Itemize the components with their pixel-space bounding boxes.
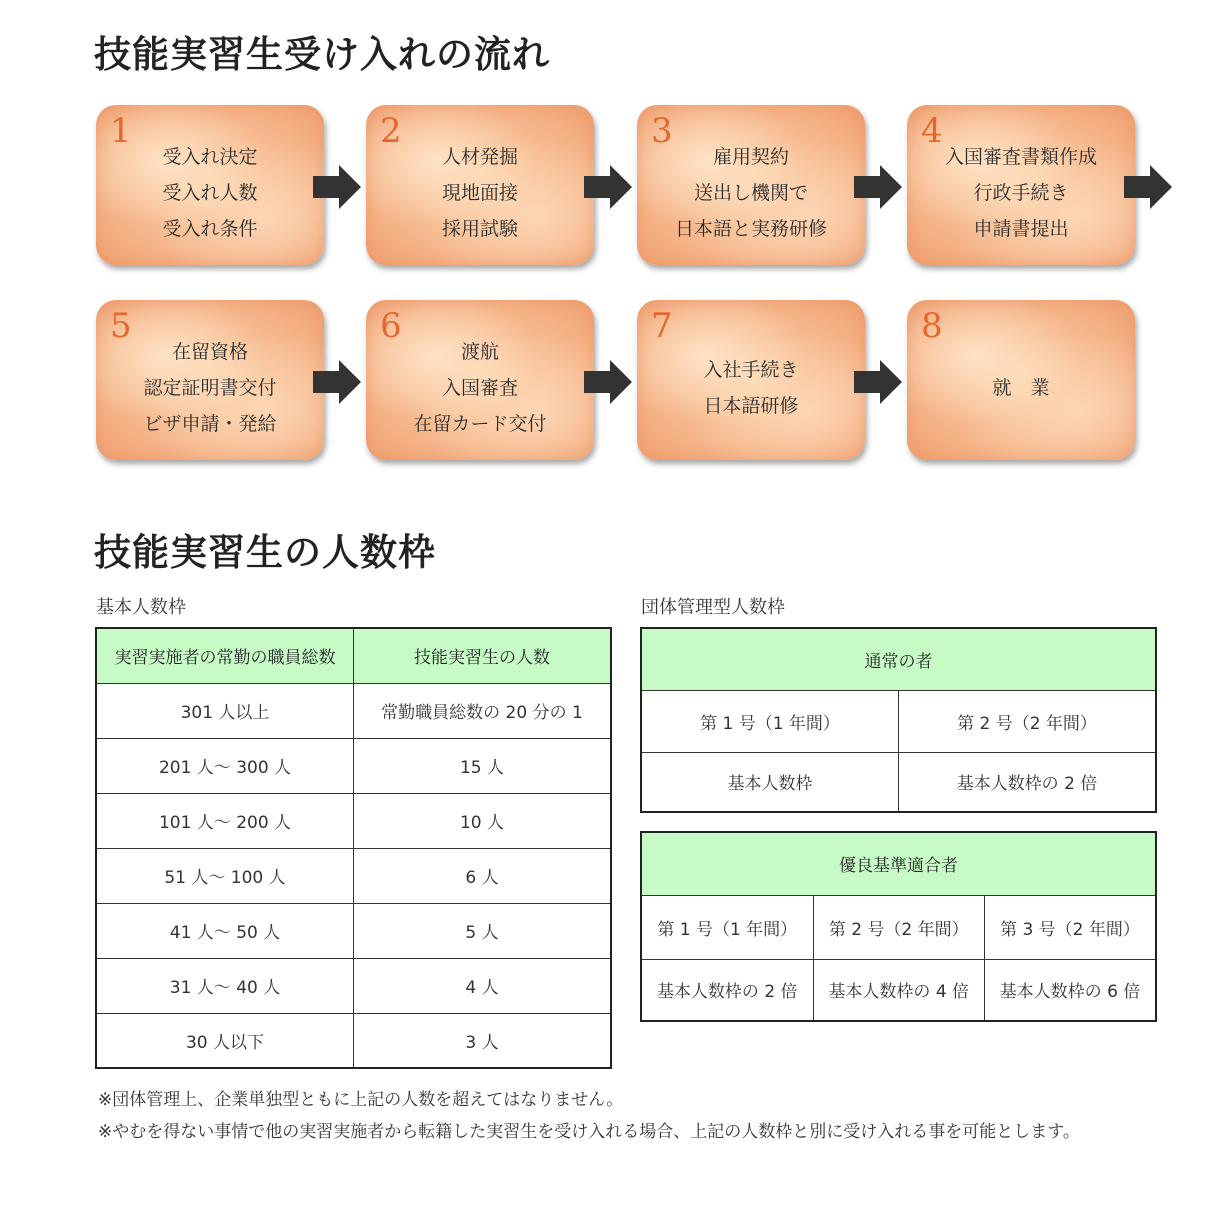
table-cell: 10 人 (354, 793, 612, 848)
flow-step-5 (96, 300, 324, 460)
table-cell: 基本人数枠の 2 倍 (641, 959, 813, 1021)
right-arrow-icon (584, 360, 632, 404)
right-arrow-icon (313, 360, 361, 404)
table-cell: 4 人 (354, 958, 612, 1013)
step-line: 入社手続き (703, 359, 799, 381)
step-line: 申請書提出 (973, 218, 1069, 240)
table-header-row (641, 832, 1156, 895)
table-header-cell: 通常の者 (641, 628, 1156, 690)
step-number: 4 (921, 111, 943, 151)
step-number: 1 (110, 111, 132, 151)
table-cell: 第 3 号（2 年間） (984, 895, 1156, 959)
table-cell: 常勤職員総数の 20 分の 1 (354, 683, 612, 738)
step-number: 3 (651, 111, 673, 151)
table-cell: 51 人～ 100 人 (96, 848, 354, 903)
flow-step-6 (366, 300, 594, 460)
table-row (641, 895, 1156, 959)
quota-section-title: 技能実習生の人数枠 (94, 530, 436, 574)
table-header-cell: 優良基準適合者 (641, 832, 1156, 895)
step-line: 認定証明書交付 (143, 377, 277, 399)
step-line: 渡航 (460, 341, 499, 363)
table-cell: 30 人以下 (96, 1013, 354, 1068)
table-row (96, 1013, 611, 1068)
step-line: 受入れ決定 (162, 146, 258, 168)
table-row (96, 958, 611, 1013)
step-line: 受入れ条件 (162, 218, 258, 240)
step-line: 雇用契約 (712, 146, 789, 168)
basic-quota-table (95, 627, 612, 1069)
step-line: 在留カード交付 (413, 413, 547, 435)
step-line: 受入れ人数 (162, 182, 258, 204)
right-arrow-icon (1124, 165, 1172, 209)
table-header-row (641, 628, 1156, 690)
note-2: ※やむを得ない事情で他の実習実施者から転籍した実習生を受け入れる場合、上記の人数枠と別に受け入れる事を可能とします。 (98, 1122, 1080, 1142)
basic-quota-label: 基本人数枠 (96, 597, 186, 618)
flow-step-3 (637, 105, 865, 265)
table-header-cell: 技能実習生の人数 (354, 628, 612, 683)
table-cell: 301 人以上 (96, 683, 354, 738)
table-row (96, 793, 611, 848)
note-1: ※団体管理上、企業単独型ともに上記の人数を超えてはなりません。 (98, 1090, 624, 1110)
right-arrow-icon (854, 360, 902, 404)
group-quota-label: 団体管理型人数枠 (641, 597, 785, 618)
table-row (641, 690, 1156, 752)
normal-quota-table (640, 627, 1157, 813)
step-line: ビザ申請・発給 (143, 413, 277, 435)
step-number: 5 (110, 306, 132, 346)
flow-step-4 (907, 105, 1135, 265)
excellent-quota-table (640, 831, 1157, 1022)
step-number: 7 (651, 306, 673, 346)
step-line: 在留資格 (171, 341, 248, 363)
step-line: 行政手続き (973, 182, 1069, 204)
table-row (96, 738, 611, 793)
table-cell: 15 人 (354, 738, 612, 793)
table-cell: 第 1 号（1 年間） (641, 690, 899, 752)
table-cell: 5 人 (354, 903, 612, 958)
step-number: 2 (380, 111, 402, 151)
step-line: 入国審査書類作成 (944, 146, 1097, 168)
table-cell: 201 人～ 300 人 (96, 738, 354, 793)
table-cell: 第 2 号（2 年間） (813, 895, 984, 959)
table-cell: 基本人数枠 (641, 752, 899, 812)
flow-step-1 (96, 105, 324, 265)
table-cell: 41 人～ 50 人 (96, 903, 354, 958)
table-row (641, 959, 1156, 1021)
step-number: 8 (921, 306, 943, 346)
table-row (96, 903, 611, 958)
table-header-row (96, 628, 611, 683)
flow-section-title: 技能実習生受け入れの流れ (94, 32, 550, 76)
table-cell: 6 人 (354, 848, 612, 903)
step-number: 6 (380, 306, 402, 346)
table-cell: 第 1 号（1 年間） (641, 895, 813, 959)
table-row (641, 752, 1156, 812)
step-line: 日本語と実務研修 (674, 218, 827, 240)
flow-step-7 (637, 300, 865, 460)
step-line: 人材発掘 (441, 146, 518, 168)
step-line: 入国審査 (441, 377, 518, 399)
table-row (96, 848, 611, 903)
table-row (96, 683, 611, 738)
table-cell: 基本人数枠の 6 倍 (984, 959, 1156, 1021)
table-header-cell: 実習実施者の常勤の職員総数 (96, 628, 354, 683)
right-arrow-icon (854, 165, 902, 209)
flow-step-2 (366, 105, 594, 265)
table-cell: 基本人数枠の 2 倍 (899, 752, 1157, 812)
table-cell: 第 2 号（2 年間） (899, 690, 1157, 752)
right-arrow-icon (584, 165, 632, 209)
table-cell: 31 人～ 40 人 (96, 958, 354, 1013)
table-cell: 101 人～ 200 人 (96, 793, 354, 848)
table-cell: 基本人数枠の 4 倍 (813, 959, 984, 1021)
right-arrow-icon (313, 165, 361, 209)
step-line: 送出し機関で (693, 182, 808, 204)
step-line: 就 業 (992, 377, 1050, 399)
table-cell: 3 人 (354, 1013, 612, 1068)
step-line: 採用試験 (441, 218, 518, 240)
flow-step-8 (907, 300, 1135, 460)
step-line: 現地面接 (441, 182, 518, 204)
step-line: 日本語研修 (703, 395, 799, 417)
